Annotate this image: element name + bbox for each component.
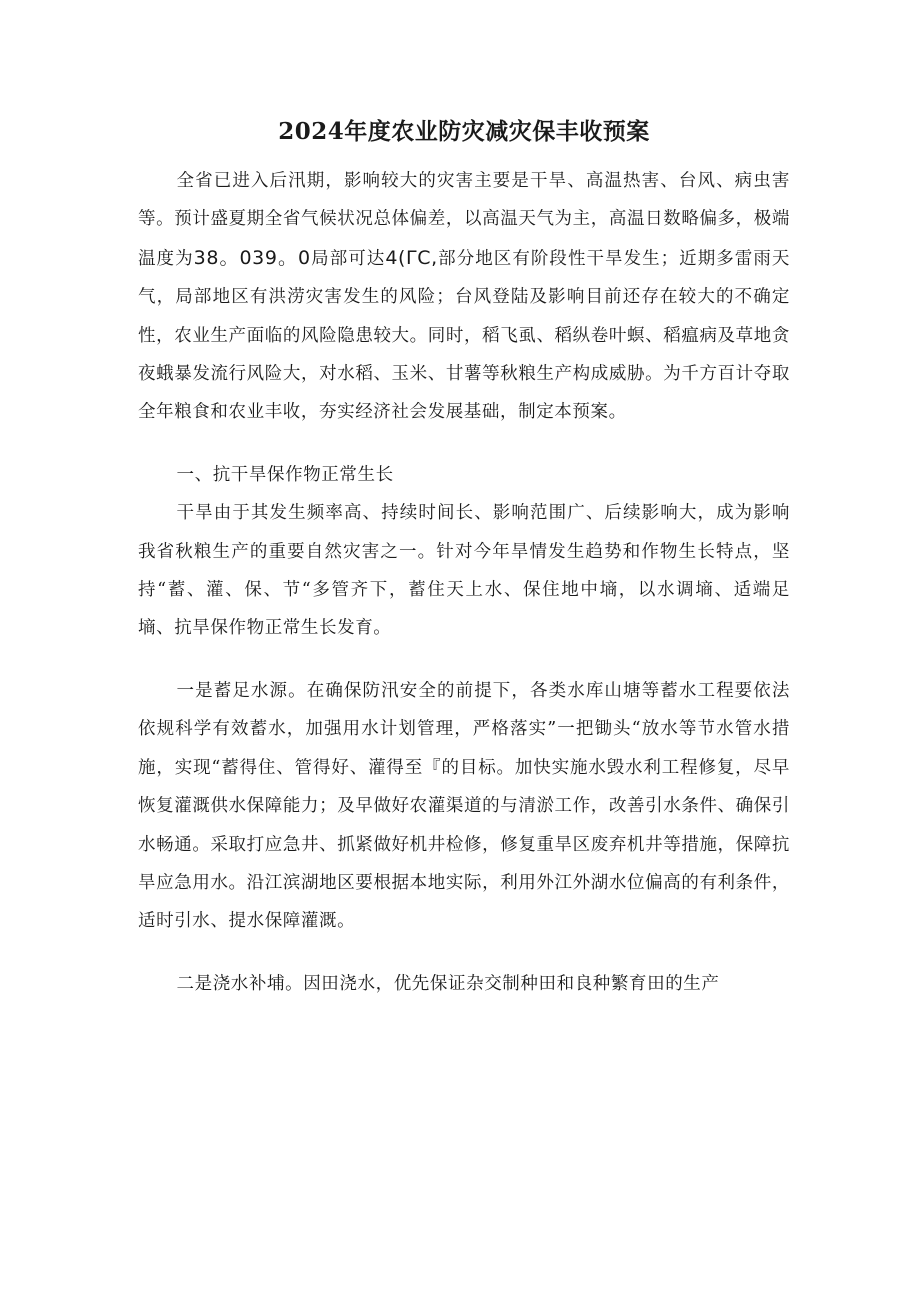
intro-temperature-range: 38。039。0	[193, 246, 311, 269]
intro-text-part2: 局部可达	[310, 248, 386, 269]
intro-paragraph	[138, 162, 790, 432]
document-page	[138, 112, 790, 1003]
section1-paragraph-3: 二是浇水补埔。因田浇水，优先保证杂交制种田和良种繁育田的生产	[176, 973, 720, 994]
section1-heading: 一、抗干旱保作物正常生长	[176, 464, 394, 485]
intro-text-part3: 部分地区有阶段性干旱发生；近期多雷雨天气，局部地区有洪涝灾害发生的风险；台风登陆及影响目前还存在较大的不确定性，农业生产面临的风险隐患较大。同时，稻飞虱、稻纵卷叶螟、稻瘟病及草地贪夜蛾暴发流行风险大，对水稻、玉米、甘薯等秋粮生产构成威胁。为千方百计夺取全年粮食和农业丰收，夯实经济社会发展基础，制定本预案。	[138, 248, 790, 423]
document-title: 2024年度农业防灾减灾保丰收预案	[278, 118, 650, 145]
section1-paragraph-2: 一是蓄足水源。在确保防汛安全的前提下，各类水库山塘等蓄水工程要依法依规科学有效蓄水，加强用水计划管理，严格落实”一把锄头“放水等节水管水措施，实现“蓄得住、管得好、灌得至『的目标。加快实施水毁水利工程修复，尽早恢复灌溉供水保障能力；及早做好农灌渠道的与清淤工作，改善引水条件、确保引水畅通。采取打应急井、抓紧做好机井检修，修复重旱区废弃机井等措施，保障抗旱应急用水。沿江滨湖地区要根据本地实际，利用外江外湖水位偏高的有利条件，适时引水、提水保障灌溉。	[138, 680, 790, 932]
intro-temperature-max: 4(ΓC,	[385, 246, 438, 269]
intro-text-part1: 全省已进入后汛期，影响较大的灾害主要是干旱、高温热害、台风、病虫害等。预计盛夏期全省气候状况总体偏差，以高温天气为主，高温日数略偏多，极端温度为	[138, 171, 790, 269]
section1-paragraph-1: 干旱由于其发生频率高、持续时间长、影响范围广、后续影响大，成为影响我省秋粮生产的重要自然灾害之一。针对今年旱情发生趋势和作物生长特点，坚持“蓄、灌、保、节“多管齐下，蓄住天上水、保住地中墒，以水调墒、适端足墒、抗旱保作物正常生长发育。	[138, 503, 790, 639]
